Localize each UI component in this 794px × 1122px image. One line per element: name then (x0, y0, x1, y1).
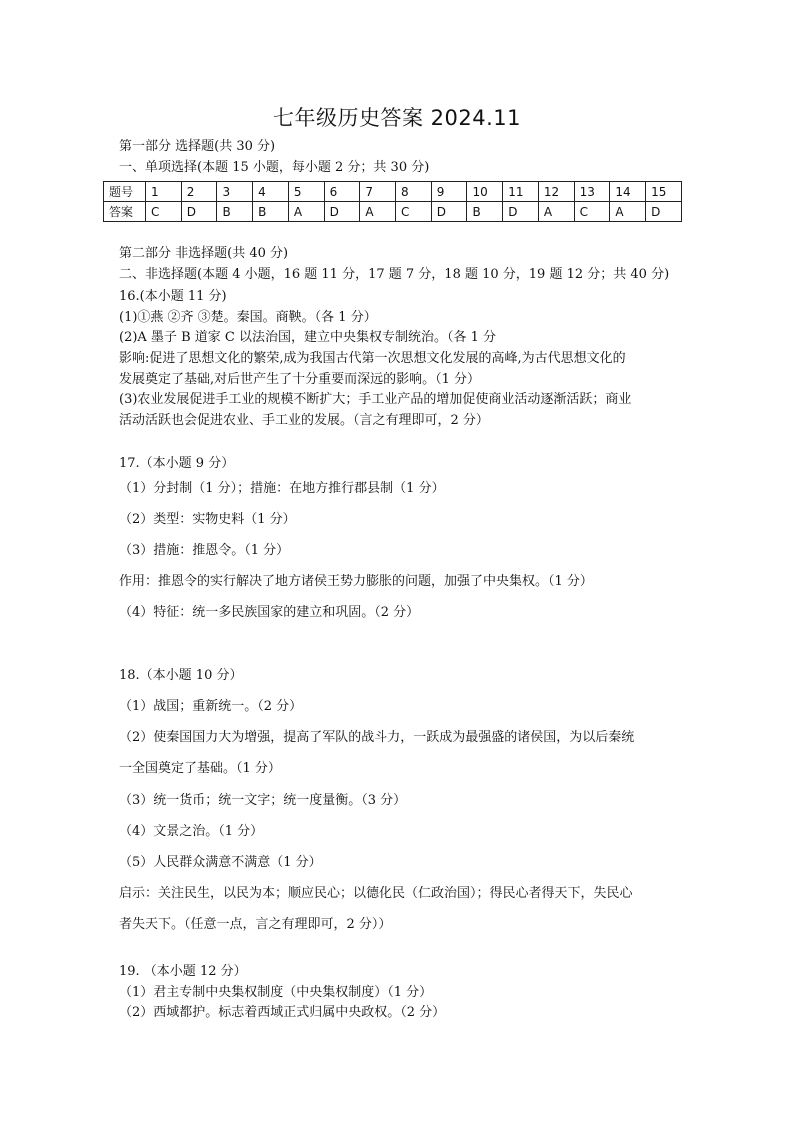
table-cell-answer: D (503, 202, 539, 222)
q18-line-8: 者失天下。（任意一点，言之有理即可，2 分）） (119, 917, 392, 932)
table-cell-number: 15 (646, 182, 682, 202)
table-cell-answer: A (288, 202, 324, 222)
table-cell-number: 11 (503, 182, 539, 202)
part2-heading: 第二部分 非选择题(共 40 分) (119, 246, 289, 261)
table-cell-answer: B (253, 202, 289, 222)
table-cell-number: 9 (431, 182, 467, 202)
q18-header: 18.（本小题 10 分） (119, 668, 243, 683)
table-cell-number: 4 (253, 182, 289, 202)
q18-line-5: （4）文景之治。（1 分） (119, 824, 264, 839)
row-label-numbers: 题号 (104, 182, 146, 202)
q18-line-3: 一全国奠定了基础。（1 分） (119, 761, 281, 776)
q16-line-6: 活动活跃也会促进农业、手工业的发展。（言之有理即可，2 分） (119, 413, 489, 428)
table-cell-number: 8 (396, 182, 432, 202)
table-cell-number: 14 (610, 182, 646, 202)
q17-line-3: （3）措施：推恩令。（1 分） (119, 543, 290, 558)
q19-header: 19. （本小题 12 分） (119, 964, 247, 979)
q18-line-7: 启示：关注民生，以民为本；顺应民心；以德化民（仁政治国）；得民心者得天下，失民心 (119, 886, 633, 901)
part1-heading: 第一部分 选择题(共 30 分) (119, 139, 276, 154)
table-row-answers (104, 202, 682, 222)
table-cell-number: 7 (360, 182, 396, 202)
table-cell-number: 13 (574, 182, 610, 202)
table-cell-number: 1 (146, 182, 182, 202)
q17-line-4: 作用：推恩令的实行解决了地方诸侯王势力膨胀的问题，加强了中央集权。（1 分） (119, 574, 593, 589)
table-row-numbers (104, 182, 682, 202)
q16-line-4: 发展奠定了基础,对后世产生了十分重要而深远的影响。（1 分） (119, 372, 481, 387)
table-cell-answer: B (217, 202, 253, 222)
table-cell-answer: A (538, 202, 574, 222)
table-cell-answer: D (431, 202, 467, 222)
table-cell-number: 5 (288, 182, 324, 202)
table-cell-answer: C (396, 202, 432, 222)
table-cell-answer: D (646, 202, 682, 222)
q16-line-3: 影响:促进了思想文化的繁荣,成为我国古代第一次思想文化发展的高峰,为古代思想文化的 (119, 351, 626, 366)
row-label-answers: 答案 (104, 202, 146, 222)
q17-line-5: （4）特征：统一多民族国家的建立和巩固。（2 分） (119, 605, 420, 620)
q18-line-6: （5）人民群众满意不满意（1 分） (119, 855, 322, 870)
part1-section: 一、单项选择(本题 15 小题，每小题 2 分；共 30 分) (119, 160, 430, 175)
q16-line-2: (2)A 墨子 B 道家 C 以法治国，建立中央集权专制统治。（各 1 分 (119, 330, 497, 345)
q17-header: 17.（本小题 9 分） (119, 456, 235, 471)
table-cell-answer: D (181, 202, 217, 222)
q19-line-2: （2）西域都护。标志着西域正式归属中央政权。（2 分） (119, 1005, 446, 1020)
page-title: 七年级历史答案 2024.11 (272, 106, 521, 130)
q16-line-5: (3)农业发展促进手工业的规模不断扩大；手工业产品的增加促使商业活动逐渐活跃；商业 (119, 392, 632, 407)
answer-table (103, 181, 682, 222)
table-cell-answer: A (610, 202, 646, 222)
q17-line-2: （2）类型：实物史料（1 分） (119, 512, 296, 527)
q16-header: 16.(本小题 11 分) (119, 289, 227, 304)
q18-line-1: （1）战国；重新统一。（2 分） (119, 699, 303, 714)
q16-line-1: (1)①燕 ②齐 ③楚。秦国。商鞅。（各 1 分） (119, 310, 377, 325)
table-cell-number: 3 (217, 182, 253, 202)
table-cell-answer: C (146, 202, 182, 222)
q17-line-1: （1）分封制（1 分）；措施：在地方推行郡县制（1 分） (119, 481, 445, 496)
table-cell-number: 10 (467, 182, 503, 202)
part2-section: 二、非选择题(本题 4 小题，16 题 11 分，17 题 7 分，18 题 10 分，19 题 12 分；共 40 分) (119, 267, 670, 282)
table-cell-answer: D (324, 202, 360, 222)
table-cell-answer: A (360, 202, 396, 222)
table-cell-answer: B (467, 202, 503, 222)
q19-line-1: （1）君主专制中央集权制度（中央集权制度）（1 分） (119, 985, 433, 1000)
q18-line-2: （2）使秦国国力大为增强，提高了军队的战斗力，一跃成为最强盛的诸侯国，为以后秦统 (119, 730, 635, 745)
table-cell-number: 2 (181, 182, 217, 202)
q18-line-4: （3）统一货币；统一文字；统一度量衡。（3 分） (119, 793, 407, 808)
table-cell-answer: C (574, 202, 610, 222)
table-cell-number: 6 (324, 182, 360, 202)
table-cell-number: 12 (538, 182, 574, 202)
